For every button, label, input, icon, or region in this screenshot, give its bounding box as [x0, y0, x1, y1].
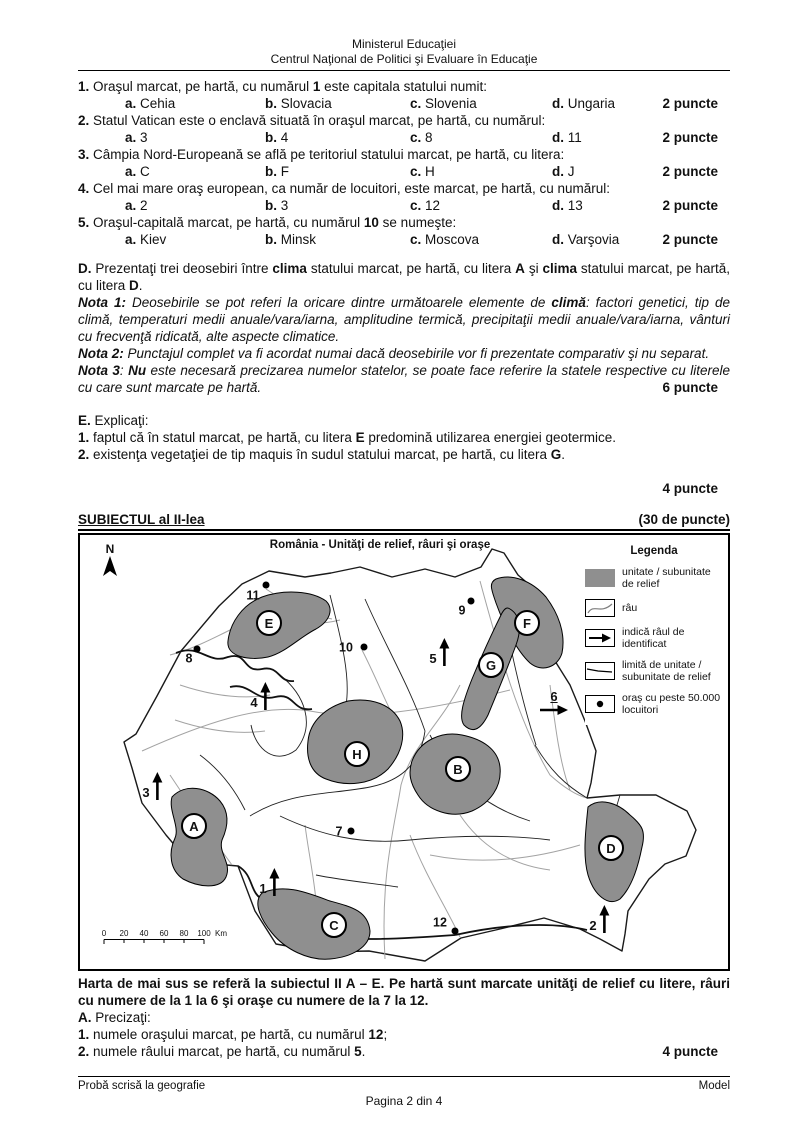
north-indicator — [98, 543, 122, 579]
footer-right: Model — [698, 1080, 730, 1092]
city-number-10: 10 — [339, 640, 353, 655]
map-scale-bar — [94, 929, 227, 947]
map-letter-A: A — [181, 813, 207, 839]
points-badge: 4 puncte — [662, 1044, 718, 1059]
section-e-item2: 2. existenţa vegetaţiei de tip maquis în sudul statului marcat, pe hartă, cu litera G. — [78, 447, 566, 462]
river-arrow-icon — [585, 629, 615, 647]
river-marker-6: 6 — [540, 690, 568, 716]
question-2 — [78, 112, 730, 129]
city-dot-8 — [194, 646, 201, 653]
footer-left: Probă scrisă la geografie — [78, 1080, 206, 1092]
map-letter-G: G — [478, 652, 504, 678]
map-letter-B: B — [445, 756, 471, 782]
scale-labels: 0 20 40 60 80 100 Km — [101, 929, 227, 938]
question-3 — [78, 146, 730, 163]
option-d: d. 13 — [552, 198, 583, 213]
question-number: 3. — [78, 147, 90, 162]
options-row-5 — [78, 231, 730, 248]
legend-item-unit-boundary: limită de unitate / subunitate de relief — [585, 659, 723, 683]
document-header — [78, 37, 730, 71]
section-e — [78, 412, 730, 497]
north-arrow-icon — [102, 556, 118, 576]
option-a: a. Cehia — [125, 96, 176, 111]
legend-item-river-arrow: indică râul de identificat — [585, 626, 723, 650]
map-letter-E: E — [256, 610, 282, 636]
option-b: b. F — [265, 164, 290, 179]
city-number-12: 12 — [433, 915, 447, 930]
river-marker-1: 1 — [259, 868, 280, 896]
river-icon — [585, 599, 615, 617]
section-a-head: A. Precizaţi: — [78, 1010, 151, 1025]
legend-title: Legenda — [630, 545, 678, 557]
map-legend — [585, 545, 723, 725]
option-a: a. Kiev — [125, 232, 167, 247]
option-b: b. Minsk — [265, 232, 317, 247]
points-badge: 2 puncte — [662, 164, 718, 179]
section-e-head: E. Explicaţi: — [78, 413, 149, 428]
page-number: Pagina 2 din 4 — [365, 1094, 443, 1108]
relief-unit-icon — [585, 569, 615, 587]
map-letter-H: H — [344, 741, 370, 767]
city-number-7: 7 — [335, 824, 343, 839]
question-4 — [78, 180, 730, 197]
option-d: d. Ungaria — [552, 96, 616, 111]
city-dot-11 — [263, 582, 270, 589]
map-letter-D: D — [598, 835, 624, 861]
city-number-11: 11 — [246, 588, 260, 603]
up-arrow-icon — [439, 638, 451, 666]
question-number: 2. — [78, 113, 90, 128]
points-badge: 2 puncte — [662, 198, 718, 213]
option-a: a. 2 — [125, 198, 148, 213]
river-marker-5: 5 — [429, 638, 450, 666]
option-c: c. H — [410, 164, 435, 179]
city-dot-12 — [452, 928, 459, 935]
section-a-item2: 2. numele râului marcat, pe hartă, cu numărul 5. 4 puncte — [78, 1044, 718, 1059]
options-row-4 — [78, 197, 730, 214]
legend-item-relief-unit: unitate / subunitate de relief — [585, 566, 723, 590]
romania-relief-map — [78, 533, 730, 971]
legend-item-river: râu — [585, 599, 723, 617]
up-arrow-icon — [599, 905, 611, 933]
right-arrow-icon — [540, 704, 568, 716]
question-number: 1. — [78, 79, 90, 94]
section-a-item1: 1. numele oraşului marcat, pe hartă, cu numărul 12; — [78, 1027, 388, 1042]
question-5 — [78, 214, 730, 231]
section-d — [78, 260, 730, 396]
question-number: 4. — [78, 181, 90, 196]
legend-item-city-dot: oraş cu peste 50.000 locuitori — [585, 692, 723, 716]
ministry-title: Ministerul Educaţiei — [351, 37, 457, 51]
options-row-3 — [78, 163, 730, 180]
option-d: d. Varşovia — [552, 232, 620, 247]
question-text: Oraşul marcat, pe hartă, cu numărul 1 este capitala statului numit: — [89, 79, 487, 94]
subject2-title: SUBIECTUL al II-lea — [78, 512, 205, 527]
map-title: România - Unităţi de relief, râuri şi oraşe — [269, 539, 491, 551]
question-number: 5. — [78, 215, 90, 230]
map-letter-C: C — [321, 912, 347, 938]
option-c: c. Slovenia — [410, 96, 477, 111]
scale-unit: Km — [215, 929, 227, 938]
section-e-item1: 1. faptul că în statul marcat, pe hartă, cu litera E predomină utilizarea energiei geotermice. — [78, 430, 617, 445]
city-dot-7 — [348, 828, 355, 835]
points-badge: 2 puncte — [662, 130, 718, 145]
city-dot-9 — [468, 598, 475, 605]
section-d-nota1: Nota 1: Deosebirile se pot referi la oricare dintre următoarele elemente de climă: factori genetici, tip de climă, temperaturi medii anuale/vara/iarna, amplitudine termică, precipitaţii medii anuale/vara/iarna, vânturi cu frecvenţă ridicată, alte aspecte climatice. — [78, 295, 730, 344]
center-title: Centrul Naţional de Politici şi Evaluare în Educaţie — [270, 52, 538, 66]
option-a: a. 3 — [125, 130, 148, 145]
question-text: Statul Vatican este o enclavă situată în oraşul marcat, pe hartă, cu numărul: — [89, 113, 546, 128]
points-badge: 2 puncte — [662, 232, 718, 247]
up-arrow-icon — [152, 772, 164, 800]
subject2-heading — [78, 511, 730, 531]
unit-boundary-icon — [585, 662, 615, 680]
city-number-9: 9 — [458, 603, 466, 618]
river-marker-4: 4 — [250, 682, 271, 710]
question-text: Câmpia Nord-Europeană se află pe teritoriul statului marcat, pe hartă, cu litera: — [89, 147, 565, 162]
options-row-2 — [78, 129, 730, 146]
option-d: d. 11 — [552, 130, 582, 145]
points-badge: 2 puncte — [662, 96, 718, 111]
option-c: c. 12 — [410, 198, 441, 213]
option-d: d. J — [552, 164, 575, 179]
option-b: b. Slovacia — [265, 96, 332, 111]
question-1 — [78, 78, 730, 95]
up-arrow-icon — [269, 868, 281, 896]
question-text: Oraşul-capitală marcat, pe hartă, cu numărul 10 se numeşte: — [89, 215, 457, 230]
map-reference-paragraph: Harta de mai sus se referă la subiectul II A – E. Pe hartă sunt marcate unităţi de relief cu litere, râuri cu numere de la 1 la 6 şi oraşe cu numere de la 7 la 12. — [78, 976, 730, 1008]
points-badge: 6 puncte — [662, 380, 718, 395]
city-number-8: 8 — [185, 651, 193, 666]
city-dot-10 — [361, 644, 368, 651]
river-marker-3: 3 — [142, 772, 163, 800]
north-label: N — [105, 542, 115, 556]
subject2-points: (30 de puncte) — [638, 512, 730, 527]
options-row-1 — [78, 95, 730, 112]
river-marker-2: 2 — [589, 905, 610, 933]
map-letter-F: F — [514, 610, 540, 636]
option-c: c. Moscova — [410, 232, 480, 247]
option-a: a. C — [125, 164, 150, 179]
option-b: b. 3 — [265, 198, 289, 213]
up-arrow-icon — [260, 682, 272, 710]
subject1-questions — [78, 78, 730, 248]
question-text: Cel mai mare oraş european, ca număr de locuitori, este marcat, pe hartă, cu numărul: — [89, 181, 611, 196]
option-b: b. 4 — [265, 130, 289, 145]
points-badge: 4 puncte — [662, 481, 718, 496]
section-d-nota3: Nota 3: Nu este necesară precizarea numelor statelor, se poate face referire la statele respective cu literele cu care sunt marcate pe hartă. 6 puncte — [78, 363, 730, 395]
page-footer — [78, 1076, 730, 1108]
scale-ruler-icon — [94, 938, 220, 945]
section-d-intro: D. Prezentaţi trei deosebiri între clima statului marcat, pe hartă, cu litera A şi clima statului marcat, pe hartă, cu litera D. — [78, 261, 730, 293]
option-c: c. 8 — [410, 130, 433, 145]
below-map-text — [78, 975, 730, 1060]
city-dot-icon — [585, 695, 615, 713]
section-d-nota2: Nota 2: Punctajul complet va fi acordat numai dacă deosebirile vor fi prezentate comparativ şi nu separat. — [78, 346, 710, 361]
